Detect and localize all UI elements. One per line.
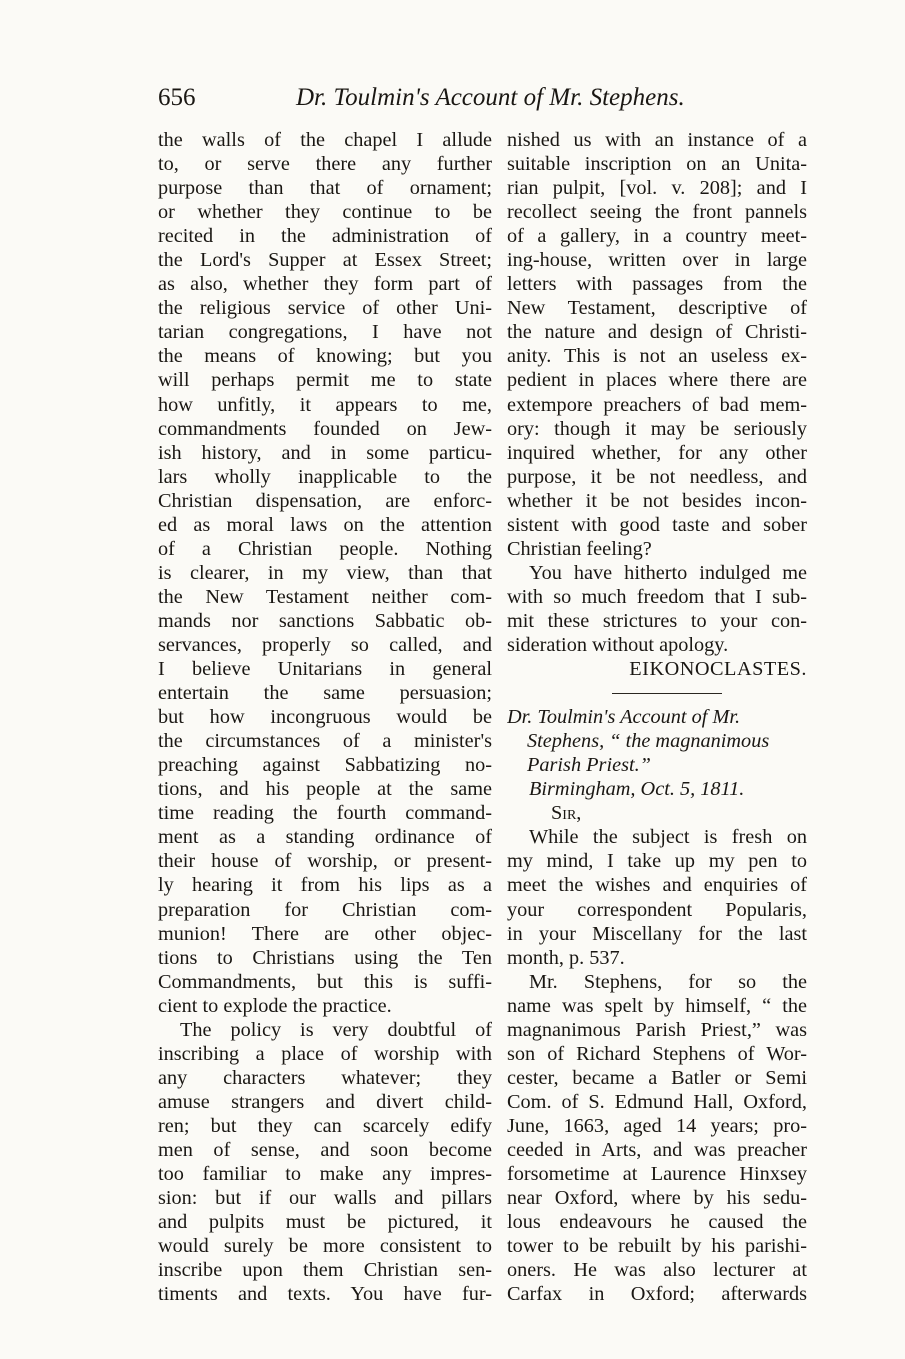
text-line: You have hitherto indulged me xyxy=(529,561,807,584)
text-line: ing-house, written over in large xyxy=(507,249,807,272)
text-line: ren; but they can scarcely edify xyxy=(158,1114,492,1137)
text-line: of a gallery, in a country meet- xyxy=(507,225,807,248)
text-line: name was spelt by himself, “ the xyxy=(507,994,807,1017)
text-line: preparation for Christian com- xyxy=(158,898,492,921)
text-line: nished us with an instance of a xyxy=(507,129,807,151)
text-line: purpose, it be not needless, and xyxy=(507,465,807,488)
text-line: June, 1663, aged 14 years; pro- xyxy=(507,1114,807,1137)
text-line: tions, and his people at the same xyxy=(158,778,492,801)
text-line: munion! There are other objec- xyxy=(158,922,492,945)
text-line: sideration without apology. xyxy=(507,633,729,656)
text-line: the Lord's Supper at Essex Street; xyxy=(158,249,492,272)
text-line: would surely be more consistent to xyxy=(158,1235,492,1258)
text-line: amuse strangers and divert child- xyxy=(158,1090,492,1113)
page-number: 656 xyxy=(158,84,196,111)
text-line: the means of knowing; but you xyxy=(158,345,492,368)
text-line: suitable inscription on an Unita- xyxy=(507,153,807,176)
text-line: sistent with good taste and sober xyxy=(507,513,807,536)
text-line xyxy=(507,681,807,705)
text-line: the circumstances of a minister's xyxy=(158,730,492,753)
text-line: Mr. Stephens, for so the xyxy=(529,970,807,993)
text-line: will perhaps permit me to state xyxy=(158,369,492,392)
text-line: inscribe upon them Christian sen- xyxy=(158,1259,492,1282)
text-line: or whether they continue to be xyxy=(158,201,492,224)
text-line: Parish Priest.” xyxy=(527,754,651,777)
text-line: While the subject is fresh on xyxy=(529,826,807,849)
text-line: lous endeavours he caused the xyxy=(507,1211,807,1234)
text-line: servances, properly so called, and xyxy=(158,633,492,656)
text-line: lars wholly inapplicable to the xyxy=(158,465,492,488)
text-line: commandments founded on Jew- xyxy=(158,417,492,440)
text-line: as also, whether they form part of xyxy=(158,273,492,296)
running-title: Dr. Toulmin's Account of Mr. Stephens. xyxy=(296,84,685,111)
text-line: Com. of S. Edmund Hall, Oxford, xyxy=(507,1090,807,1113)
text-line: the New Testament neither com- xyxy=(158,585,492,608)
text-line: to, or serve there any further xyxy=(158,153,492,176)
text-line: any characters whatever; they xyxy=(158,1066,492,1089)
text-line: whether it be not besides incon- xyxy=(507,489,807,512)
text-line: cester, became a Batler or Semi xyxy=(507,1066,807,1089)
text-line: Commandments, but this is suffi- xyxy=(158,970,492,993)
text-line: tower to be rebuilt by his parishi- xyxy=(507,1235,807,1258)
text-line: extempore preachers of bad mem- xyxy=(507,393,807,416)
right-column xyxy=(507,128,807,1306)
text-line: the nature and design of Christi- xyxy=(507,321,807,344)
text-line: tions to Christians using the Ten xyxy=(158,946,492,969)
text-line: near Oxford, where by his sedu- xyxy=(507,1187,807,1210)
text-line: timents and texts. You have fur- xyxy=(158,1283,492,1306)
text-line: sion: but if our walls and pillars xyxy=(158,1187,492,1210)
text-line: and pulpits must be pictured, it xyxy=(158,1211,492,1234)
text-line: ment as a standing ordinance of xyxy=(158,826,492,849)
text-line: with so much freedom that I sub- xyxy=(507,585,807,608)
text-line: anity. This is not an useless ex- xyxy=(507,345,807,368)
text-line: EIKONOCLASTES. xyxy=(629,658,807,681)
text-line: ory: though it may be seriously xyxy=(507,417,807,440)
text-line: Christian dispensation, are enforc- xyxy=(158,489,492,512)
text-line: Birmingham, Oct. 5, 1811. xyxy=(529,778,745,801)
text-line: their house of worship, or present- xyxy=(158,850,492,873)
page-header xyxy=(158,84,818,118)
text-line: New Testament, descriptive of xyxy=(507,297,807,320)
text-line: The policy is very doubtful of xyxy=(180,1018,492,1041)
text-line: in your Miscellany for the last xyxy=(507,922,807,945)
text-line: entertain the same persuasion; xyxy=(158,682,492,705)
text-line: the walls of the chapel I allude xyxy=(158,129,492,151)
text-line: how unfitly, it appears to me, xyxy=(158,393,492,416)
text-line: ish history, and in some particu- xyxy=(158,441,492,464)
text-line: I believe Unitarians in general xyxy=(158,658,492,681)
text-line: forsometime at Laurence Hinxsey xyxy=(507,1163,807,1186)
text-line: ceeded in Arts, and was preacher xyxy=(507,1138,807,1161)
text-line: your correspondent Popularis, xyxy=(507,898,807,921)
text-line: inscribing a place of worship with xyxy=(158,1042,492,1065)
text-line: letters with passages from the xyxy=(507,273,807,296)
text-line: meet the wishes and enquiries of xyxy=(507,874,807,897)
text-line: cient to explode the practice. xyxy=(158,994,392,1017)
text-line: pedient in places where there are xyxy=(507,369,807,392)
text-line: magnanimous Parish Priest,” was xyxy=(507,1018,807,1041)
text-line: ly hearing it from his lips as a xyxy=(158,874,492,897)
text-line: ed as moral laws on the attention xyxy=(158,513,492,536)
text-line: time reading the fourth command- xyxy=(158,802,492,825)
text-line: Dr. Toulmin's Account of Mr. xyxy=(507,706,741,729)
text-line: of a Christian people. Nothing xyxy=(158,537,492,560)
text-line: tarian congregations, I have not xyxy=(158,321,492,344)
text-line: Carfax in Oxford; afterwards xyxy=(507,1283,807,1306)
text-line: oners. He was also lecturer at xyxy=(507,1259,807,1282)
text-line: recited in the administration of xyxy=(158,225,492,248)
text-line: month, p. 537. xyxy=(507,946,625,969)
text-line: is clearer, in my view, than that xyxy=(158,561,492,584)
text-line: preaching against Sabbatizing no- xyxy=(158,754,492,777)
text-line: purpose than that of ornament; xyxy=(158,177,492,200)
text-line: inquired whether, for any other xyxy=(507,441,807,464)
text-line: mands nor sanctions Sabbatic ob- xyxy=(158,609,492,632)
text-line: son of Richard Stephens of Wor- xyxy=(507,1042,807,1065)
left-column xyxy=(158,128,492,1306)
text-line: but how incongruous would be xyxy=(158,706,492,729)
text-line: men of sense, and soon become xyxy=(158,1138,492,1161)
text-line: the religious service of other Uni- xyxy=(158,297,492,320)
text-line: Christian feeling? xyxy=(507,537,652,560)
text-line: mit these strictures to your con- xyxy=(507,609,807,632)
text-line: Sir, xyxy=(551,802,582,825)
text-line: Stephens, “ the magnanimous xyxy=(527,730,770,753)
text-line: recollect seeing the front pannels xyxy=(507,201,807,224)
text-line: too familiar to make any impres- xyxy=(158,1163,492,1186)
text-line: my mind, I take up my pen to xyxy=(507,850,807,873)
text-line: rian pulpit, [vol. v. 208]; and I xyxy=(507,177,807,200)
